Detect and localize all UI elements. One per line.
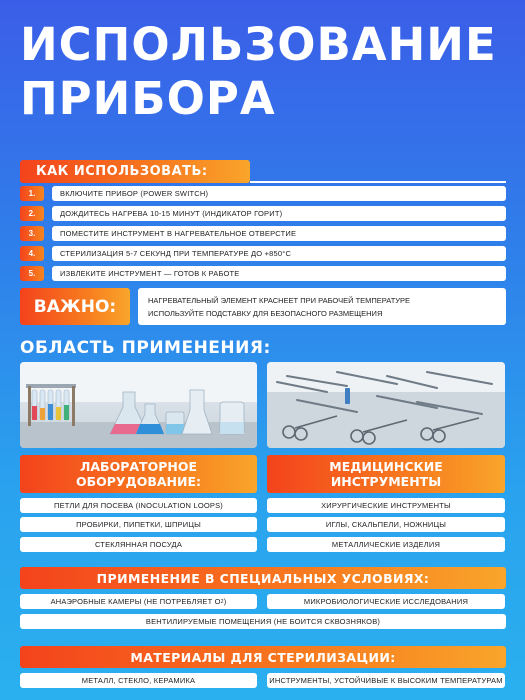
lab-item: ПЕТЛИ ДЛЯ ПОСЕВА (INOCULATION LOOPS) (20, 498, 257, 513)
med-item: ИГЛЫ, СКАЛЬПЕЛИ, НОЖНИЦЫ (267, 517, 505, 532)
med-item: ХИРУРГИЧЕСКИЕ ИНСТРУМЕНТЫ (267, 498, 505, 513)
step-number: 5. (20, 266, 44, 281)
important-line-2: ИСПОЛЬЗУЙТЕ ПОДСТАВКУ ДЛЯ БЕЗОПАСНОГО РАЗМЕЩЕНИЯ (148, 309, 383, 318)
special-item (20, 594, 257, 609)
scope-title: ОБЛАСТЬ ПРИМЕНЕНИЯ: (20, 338, 271, 358)
page-title (20, 18, 510, 126)
step-5 (20, 266, 506, 281)
step-text: ПОМЕСТИТЕ ИНСТРУМЕНТ В НАГРЕВАТЕЛЬНОЕ ОТВЕРСТИЕ (52, 226, 506, 241)
step-4 (20, 246, 506, 261)
materials-item: ИНСТРУМЕНТЫ, УСТОЙЧИВЫЕ К ВЫСОКИМ ТЕМПЕРАТУРАМ (267, 673, 505, 688)
special-item: ВЕНТИЛИРУЕМЫЕ ПОМЕЩЕНИЯ (НЕ БОИТСЯ СКВОЗНЯКОВ) (20, 614, 506, 629)
step-number: 2. (20, 206, 44, 221)
step-text: ДОЖДИТЕСЬ НАГРЕВА 10-15 МИНУТ (ИНДИКАТОР ГОРИТ) (52, 206, 506, 221)
step-number: 3. (20, 226, 44, 241)
important-label: ВАЖНО: (20, 288, 130, 325)
step-number: 1. (20, 186, 44, 201)
title-line-1: ИСПОЛЬЗОВАНИЕ (20, 18, 497, 71)
step-text: СТЕРИЛИЗАЦИЯ 5-7 СЕКУНД ПРИ ТЕМПЕРАТУРЕ ДО +850°С (52, 246, 506, 261)
medical-instruments-photo (267, 362, 505, 448)
med-heading-line-2: ИНСТРУМЕНТЫ (330, 474, 442, 489)
materials-item: МЕТАЛЛ, СТЕКЛО, КЕРАМИКА (20, 673, 257, 688)
howto-heading: КАК ИСПОЛЬЗОВАТЬ: (20, 160, 250, 183)
lab-heading-line-2: ОБОРУДОВАНИЕ: (76, 474, 201, 489)
step-2 (20, 206, 506, 221)
lab-item: ПРОБИРКИ, ПИПЕТКИ, ШПРИЦЫ (20, 517, 257, 532)
step-1 (20, 186, 506, 201)
special-heading: ПРИМЕНЕНИЕ В СПЕЦИАЛЬНЫХ УСЛОВИЯХ: (20, 567, 506, 589)
lab-heading (20, 455, 257, 493)
special-item: МИКРОБИОЛОГИЧЕСКИЕ ИССЛЕДОВАНИЯ (267, 594, 505, 609)
step-number: 4. (20, 246, 44, 261)
important-text (138, 288, 506, 325)
lab-equipment-photo (20, 362, 257, 448)
step-text: ИЗВЛЕКИТЕ ИНСТРУМЕНТ — ГОТОВ К РАБОТЕ (52, 266, 506, 281)
step-3 (20, 226, 506, 241)
divider (250, 181, 506, 183)
materials-heading: МАТЕРИАЛЫ ДЛЯ СТЕРИЛИЗАЦИИ: (20, 646, 506, 668)
important-line-1: НАГРЕВАТЕЛЬНЫЙ ЭЛЕМЕНТ КРАСНЕЕТ ПРИ РАБОЧЕЙ ТЕМПЕРАТУРЕ (148, 296, 411, 305)
special-item-end: ) (223, 597, 227, 606)
med-heading-line-1: МЕДИЦИНСКИЕ (329, 459, 443, 474)
lab-heading-line-1: ЛАБОРАТОРНОЕ (80, 459, 197, 474)
special-item-text: АНАЭРОБНЫЕ КАМЕРЫ (НЕ ПОТРЕБЛЯЕТ О (50, 597, 221, 606)
subscript: 2 (220, 598, 224, 605)
med-heading (267, 455, 505, 493)
step-text: ВКЛЮЧИТЕ ПРИБОР (POWER SWITCH) (52, 186, 506, 201)
title-line-2: ПРИБОРА (20, 72, 276, 125)
med-item: МЕТАЛЛИЧЕСКИЕ ИЗДЕЛИЯ (267, 537, 505, 552)
lab-item: СТЕКЛЯННАЯ ПОСУДА (20, 537, 257, 552)
